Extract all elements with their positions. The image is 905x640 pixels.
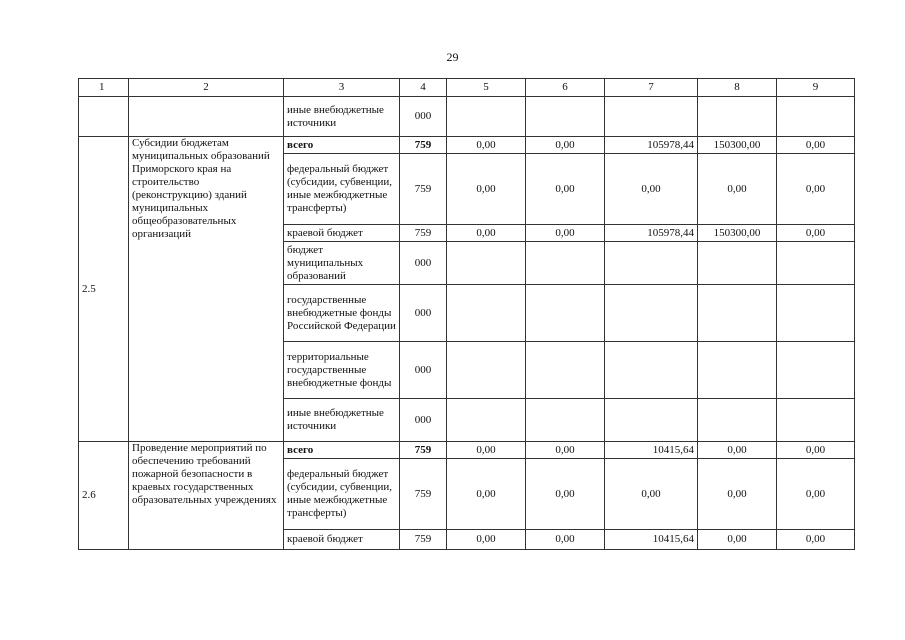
- funding-source: федеральный бюджет (субсидии, субвенции, иные межбюджетные трансферты): [284, 459, 400, 530]
- code-cell: 759: [400, 225, 447, 242]
- funding-source: всего: [284, 442, 400, 459]
- code-cell: 759: [400, 137, 447, 154]
- table-row: федеральный бюджет (субсидии, субвенции, иные межбюджетные трансферты) 759 0,00 0,00 0,00 0,00 0,00: [79, 154, 855, 225]
- funding-source: иные внебюджетные источники: [284, 97, 400, 137]
- code-cell: 000: [400, 242, 447, 285]
- item-description: Субсидии бюджетам муниципальных образований Приморского края на строительство (реконструкцию) зданий муниципальных общеобразовательных организаций: [129, 137, 284, 442]
- column-header: 5: [447, 79, 526, 97]
- code-cell: 000: [400, 399, 447, 442]
- code-cell: 000: [400, 342, 447, 399]
- funding-source: территориальные государственные внебюджетные фонды: [284, 342, 400, 399]
- column-header: 6: [526, 79, 605, 97]
- column-header: 3: [284, 79, 400, 97]
- table-row: федеральный бюджет (субсидии, субвенции, иные межбюджетные трансферты) 759 0,00 0,00 0,00 0,00 0,00: [79, 459, 855, 530]
- item-number: 2.5: [79, 137, 129, 442]
- funding-source: бюджет муниципальных образований: [284, 242, 400, 285]
- code-cell: 759: [400, 442, 447, 459]
- column-header: 4: [400, 79, 447, 97]
- budget-table: [78, 78, 855, 550]
- code-cell: 759: [400, 459, 447, 530]
- funding-source: иные внебюджетные источники: [284, 399, 400, 442]
- table-row: 2.6 Проведение мероприятий по обеспечению требований пожарной безопасности в краевых государственных образовательных учреждениях всего 759 0,00 0,00 10415,64 0,00 0,00: [79, 442, 855, 459]
- code-cell: 759: [400, 154, 447, 225]
- column-header: 1: [79, 79, 129, 97]
- item-description: Проведение мероприятий по обеспечению требований пожарной безопасности в краевых государственных образовательных учреждениях: [129, 442, 284, 550]
- column-header: 7: [605, 79, 698, 97]
- page-number: 29: [446, 50, 459, 64]
- table-row: краевой бюджет 759 0,00 0,00 105978,44 150300,00 0,00: [79, 225, 855, 242]
- table-header-row: [79, 79, 855, 97]
- table-row: 2.5 Субсидии бюджетам муниципальных образований Приморского края на строительство (реконструкцию) зданий муниципальных общеобразовательных организаций всего 759 0,00 0,00 105978,44 150300,00 0,00: [79, 137, 855, 154]
- funding-source: краевой бюджет: [284, 225, 400, 242]
- column-header: 8: [698, 79, 777, 97]
- code-cell: 759: [400, 530, 447, 550]
- funding-source: краевой бюджет: [284, 530, 400, 550]
- column-header: 9: [777, 79, 855, 97]
- funding-source: федеральный бюджет (субсидии, субвенции, иные межбюджетные трансферты): [284, 154, 400, 225]
- code-cell: 000: [400, 97, 447, 137]
- column-header: 2: [129, 79, 284, 97]
- code-cell: 000: [400, 285, 447, 342]
- funding-source: всего: [284, 137, 400, 154]
- table-row: краевой бюджет 759 0,00 0,00 10415,64 0,00 0,00: [79, 530, 855, 550]
- funding-source: государственные внебюджетные фонды Российской Федерации: [284, 285, 400, 342]
- table-row: [79, 97, 855, 137]
- item-number: 2.6: [79, 442, 129, 550]
